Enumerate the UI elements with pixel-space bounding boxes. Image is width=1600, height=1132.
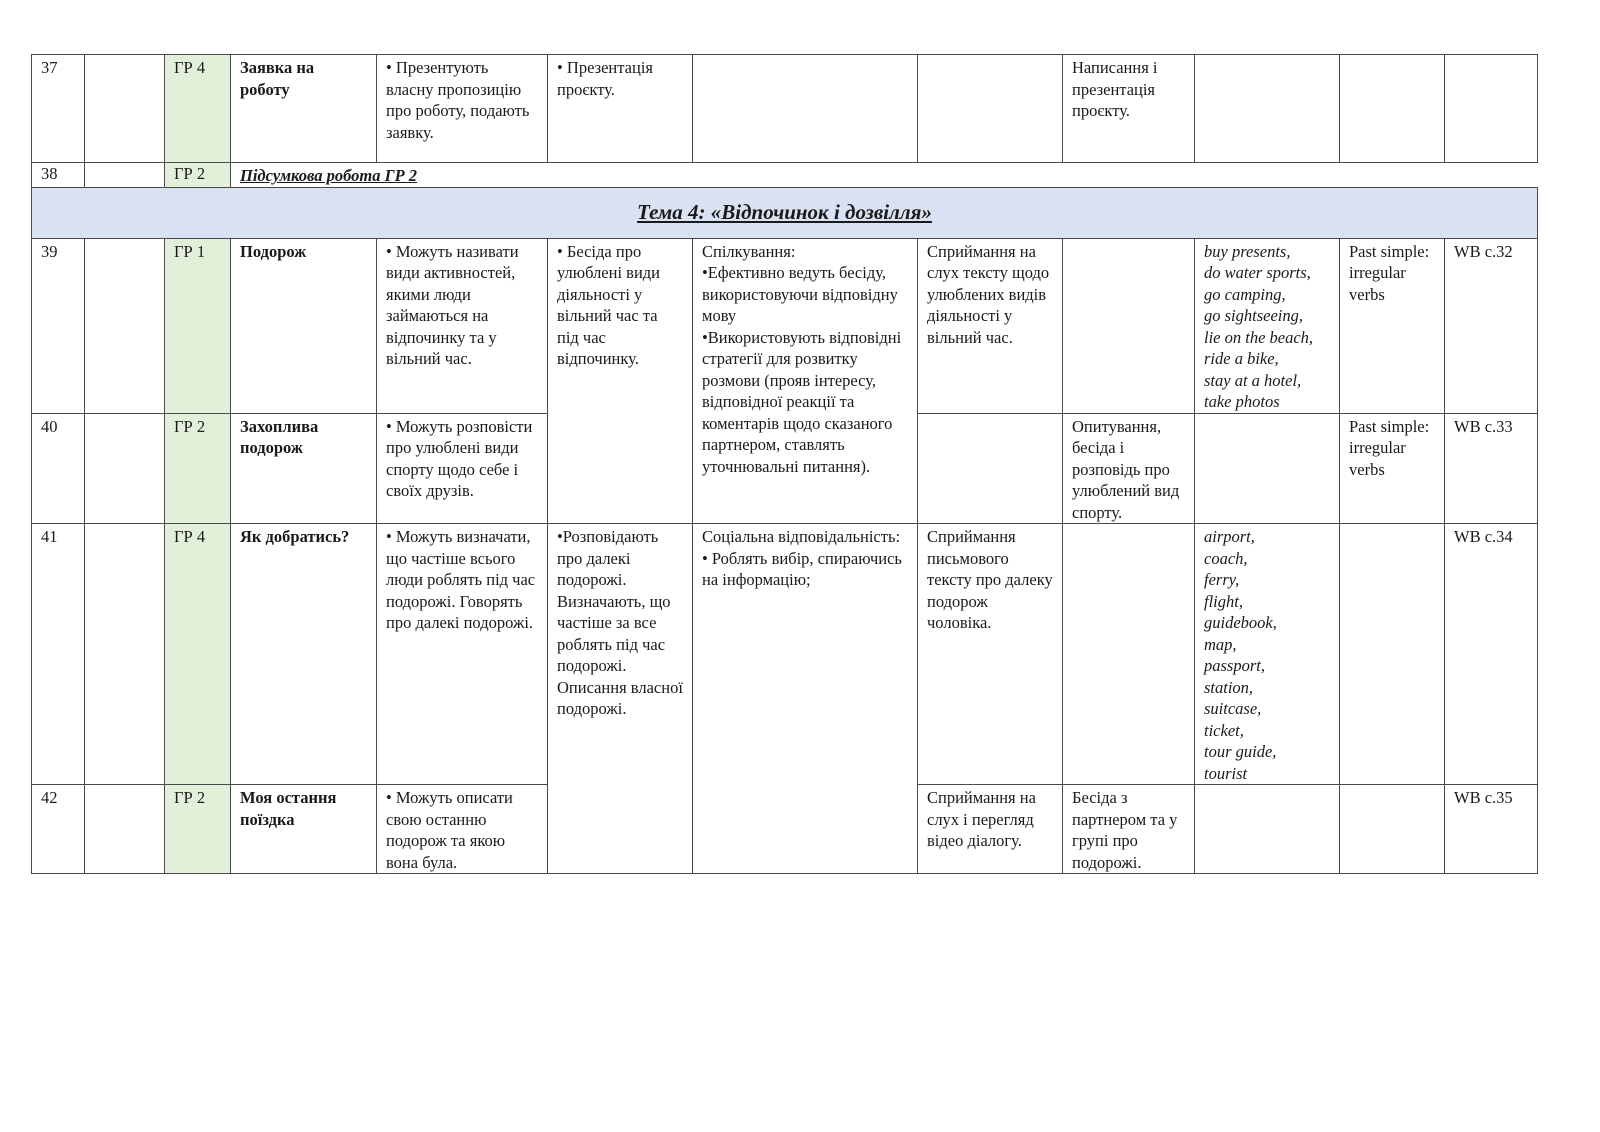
vocab-item: do water sports,	[1204, 263, 1311, 282]
vocab-item: buy presents,	[1204, 241, 1291, 261]
productive-activity	[1063, 524, 1195, 785]
table-row	[32, 163, 1538, 188]
vocabulary	[1195, 55, 1340, 163]
group-cell: ГР 2	[165, 163, 231, 188]
interaction: •Розповідають про далекі подорожі. Визначають, що частіше за все роблять під час подорожі. Описання власної подорожі.	[548, 524, 693, 874]
group-cell: ГР 2	[165, 785, 231, 874]
vocab-item: stay at a hotel,	[1204, 370, 1302, 390]
vocab-item: go camping,	[1204, 284, 1286, 304]
lesson-title: Подорож	[231, 238, 377, 413]
vocab-item: guidebook,	[1204, 613, 1277, 632]
lesson-number: 39	[32, 238, 85, 413]
theme-heading: Тема 4: «Відпочинок і дозвілля»	[32, 187, 1538, 238]
vocabulary	[1195, 238, 1340, 413]
group-cell: ГР 4	[165, 55, 231, 163]
competence-line: •Використовують відповідні стратегії для розвитку розмови (прояв інтересу, відповідної реакції та коментарів щодо сказаного партнером, ставлять уточнювальні питання).	[702, 327, 902, 476]
lesson-date	[85, 163, 165, 188]
homework: WB c.34	[1445, 524, 1538, 785]
vocab-item: airport,	[1204, 527, 1255, 546]
homework: WB c.33	[1445, 413, 1538, 524]
homework	[1445, 55, 1538, 163]
lesson-title: Заявка на роботу	[231, 55, 377, 163]
table-row	[32, 55, 1538, 163]
lesson-number: 37	[32, 55, 85, 163]
learning-outcomes: • Можуть описати свою останню подорож та якою вона була.	[377, 785, 548, 874]
homework: WB c.32	[1445, 238, 1538, 413]
vocab-item: coach,	[1204, 548, 1248, 568]
vocab-item: ride a bike,	[1204, 349, 1279, 368]
productive-activity	[1063, 238, 1195, 413]
grammar	[1340, 55, 1445, 163]
lesson-date	[85, 785, 165, 874]
vocabulary	[1195, 785, 1340, 874]
vocab-item: ticket,	[1204, 720, 1244, 740]
receptive-activity	[918, 55, 1063, 163]
group-cell: ГР 2	[165, 413, 231, 524]
learning-outcomes: • Можуть визначати, що частіше всього люди роблять під час подорожі. Говорять про далекі подорожі.	[377, 524, 548, 785]
key-competences	[693, 55, 918, 163]
learning-outcomes: • Можуть розповісти про улюблені види спорту щодо себе і своїх друзів.	[377, 413, 548, 524]
vocab-item: flight,	[1204, 591, 1243, 611]
vocab-item: ferry,	[1204, 570, 1240, 589]
interaction: • Бесіда про улюблені види діяльності у вільний час та під час відпочинку.	[548, 238, 693, 524]
competence-line: •Ефективно ведуть бесіду, використовуючи відповідну мову	[702, 263, 898, 325]
vocab-item: passport,	[1204, 656, 1265, 675]
group-cell: ГР 4	[165, 524, 231, 785]
table-row	[32, 524, 1538, 785]
vocab-item: map,	[1204, 634, 1237, 654]
homework: WB c.35	[1445, 785, 1538, 874]
lesson-title: Захоплива подорож	[231, 413, 377, 524]
lesson-number: 41	[32, 524, 85, 785]
grammar: Past simple: irregular verbs	[1340, 238, 1445, 413]
learning-outcomes: • Презентують власну пропозицію про роботу, подають заявку.	[377, 55, 548, 163]
productive-activity: Бесіда з партнером та у групі про подорожі.	[1063, 785, 1195, 874]
key-competences	[693, 524, 918, 874]
vocab-item: suitcase,	[1204, 699, 1262, 718]
receptive-activity: Сприймання письмового тексту про далеку подорож чоловіка.	[918, 524, 1063, 785]
interaction: • Презентація проєкту.	[548, 55, 693, 163]
lesson-date	[85, 238, 165, 413]
lesson-number: 38	[32, 163, 85, 188]
productive-activity: Опитування, бесіда і розповідь про улюблений вид спорту.	[1063, 413, 1195, 524]
summary-test: Підсумкова робота ГР 2	[231, 163, 1538, 188]
vocab-item: tour guide,	[1204, 742, 1277, 761]
receptive-activity: Сприймання на слух і перегляд відео діалогу.	[918, 785, 1063, 874]
learning-outcomes: • Можуть називати види активностей, якими люди займаються на відпочинку та у вільний час.	[377, 238, 548, 413]
key-competences	[693, 238, 918, 524]
receptive-activity	[918, 413, 1063, 524]
vocab-item: lie on the beach,	[1204, 327, 1314, 347]
lesson-title: Як добратись?	[231, 524, 377, 785]
grammar	[1340, 524, 1445, 785]
theme-row	[32, 187, 1538, 238]
vocab-item: go sightseeing,	[1204, 306, 1303, 325]
competence-line: Соціальна відповідальність:	[702, 527, 901, 546]
competence-line: • Роблять вибір, спираючись на інформацію;	[702, 548, 902, 589]
productive-activity: Написання і презентація проєкту.	[1063, 55, 1195, 163]
grammar	[1340, 785, 1445, 874]
competence-line: Спілкування:	[702, 241, 796, 261]
grammar: Past simple: irregular verbs	[1340, 413, 1445, 524]
vocab-item: station,	[1204, 677, 1254, 697]
table-row	[32, 238, 1538, 413]
vocab-item: take photos	[1204, 392, 1280, 411]
lesson-number: 40	[32, 413, 85, 524]
receptive-activity: Сприймання на слух тексту щодо улюблених видів діяльності у вільний час.	[918, 238, 1063, 413]
lesson-number: 42	[32, 785, 85, 874]
group-cell: ГР 1	[165, 238, 231, 413]
vocabulary	[1195, 413, 1340, 524]
lesson-plan-table	[31, 54, 1538, 874]
lesson-title: Моя остання поїздка	[231, 785, 377, 874]
lesson-date	[85, 413, 165, 524]
lesson-date	[85, 524, 165, 785]
vocab-item: tourist	[1204, 763, 1248, 783]
vocabulary	[1195, 524, 1340, 785]
lesson-date	[85, 55, 165, 163]
